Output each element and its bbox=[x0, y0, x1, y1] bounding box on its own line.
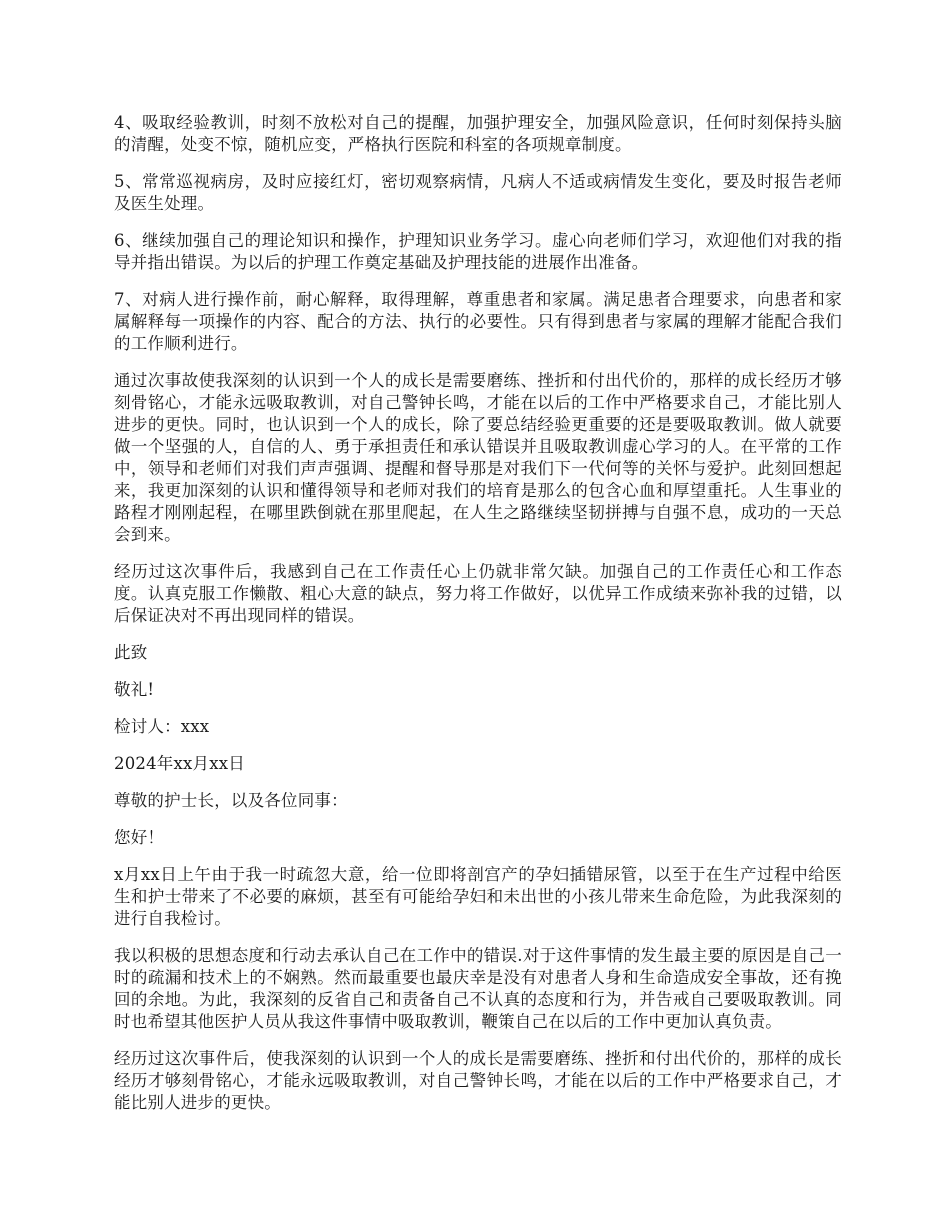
greeting: 您好！ bbox=[114, 828, 165, 847]
paragraph-reflection: 通过次事故使我深刻的认识到一个人的成长是需要磨练、挫折和付出代价的，那样的成长经历才够刻骨铭心，才能永远吸取教训，对自己警钟长鸣，才能在以后的工作中严格要求自己，才能比别人进步的更快。同时，也认识到一个人的成长，除了要总结经验更重要的还是要吸取教训。做人就要做一个坚强的人，自信的人、勇于承担责任和承认错误并且吸取教训虚心学习的人。在平常的工作中，领导和老师们对我们声声强调、提醒和督导那是对我们下一代何等的关怀与爱护。此刻回想起来，我更加深刻的认识和懂得领导和老师对我们的培育是那么的包含心血和厚望重托。人生事业的路程才刚刚起程，在哪里跌倒就在那里爬起，在人生之路继续坚韧拼搏与自强不息，成功的一天总会到来。 bbox=[114, 371, 842, 544]
paragraph-admission: 我以积极的思想态度和行动去承认自己在工作中的错误.对于这件事情的发生最主要的原因是自己一时的疏漏和技术上的不娴熟。然而最重要也最庆幸是没有对患者人身和生命造成安全事故，还有挽回的余地。为此，我深刻的反省自己和责备自己不认真的态度和行为，并告戒自己要吸取教训。同时也希望其他医护人员从我这件事情中吸取教训，鞭策自己在以后的工作中更加认真负责。 bbox=[114, 946, 842, 1031]
paragraph-lesson: 经历过这次事件后，使我深刻的认识到一个人的成长是需要磨练、挫折和付出代价的，那样的成长经历才够刻骨铭心，才能永远吸取教训，对自己警钟长鸣，才能在以后的工作中严格要求自己，才能比别人进步的更快。 bbox=[114, 1049, 842, 1112]
signature-line: 检讨人：xxx bbox=[114, 717, 210, 736]
closing-jingli: 敬礼! bbox=[114, 680, 155, 699]
paragraph-incident: x月xx日上午由于我一时疏忽大意，给一位即将剖宫产的孕妇插错尿管，以至于在生产过程中给医生和护士带来了不必要的麻烦，甚至有可能给孕妇和未出世的小孩儿带来生命危险，为此我深刻的进行自我检讨。 bbox=[114, 865, 842, 928]
closing-cizhi: 此致 bbox=[114, 643, 148, 662]
paragraph-item-7: 7、对病人进行操作前，耐心解释，取得理解，尊重患者和家属。满足患者合理要求，向患者和家属解释每一项操作的内容、配合的方法、执行的必要性。只有得到患者与家属的理解才能配合我们的工作顺利进行。 bbox=[114, 290, 842, 353]
paragraph-responsibility: 经历过这次事件后，我感到自己在工作责任心上仍就非常欠缺。加强自己的工作责任心和工作态度。认真克服工作懒散、粗心大意的缺点，努力将工作做好，以优异工作成绩来弥补我的过错，以后保证决对不再出现同样的错误。 bbox=[114, 562, 842, 625]
salutation: 尊敬的护士长，以及各位同事： bbox=[114, 791, 348, 810]
paragraph-item-4: 4、吸取经验教训，时刻不放松对自己的提醒，加强护理安全，加强风险意识，任何时刻保持头脑的清醒，处变不惊，随机应变，严格执行医院和科室的各项规章制度。 bbox=[114, 113, 842, 154]
paragraph-item-6: 6、继续加强自己的理论知识和操作，护理知识业务学习。虚心向老师们学习，欢迎他们对我的指导并指出错误。为以后的护理工作奠定基础及护理技能的进展作出准备。 bbox=[114, 231, 842, 272]
document-body bbox=[114, 112, 842, 1129]
date-line: 2024年xx月xx日 bbox=[114, 754, 245, 773]
paragraph-item-5: 5、常常巡视病房，及时应接红灯，密切观察病情，凡病人不适或病情发生变化，要及时报告老师及医生处理。 bbox=[114, 172, 842, 213]
